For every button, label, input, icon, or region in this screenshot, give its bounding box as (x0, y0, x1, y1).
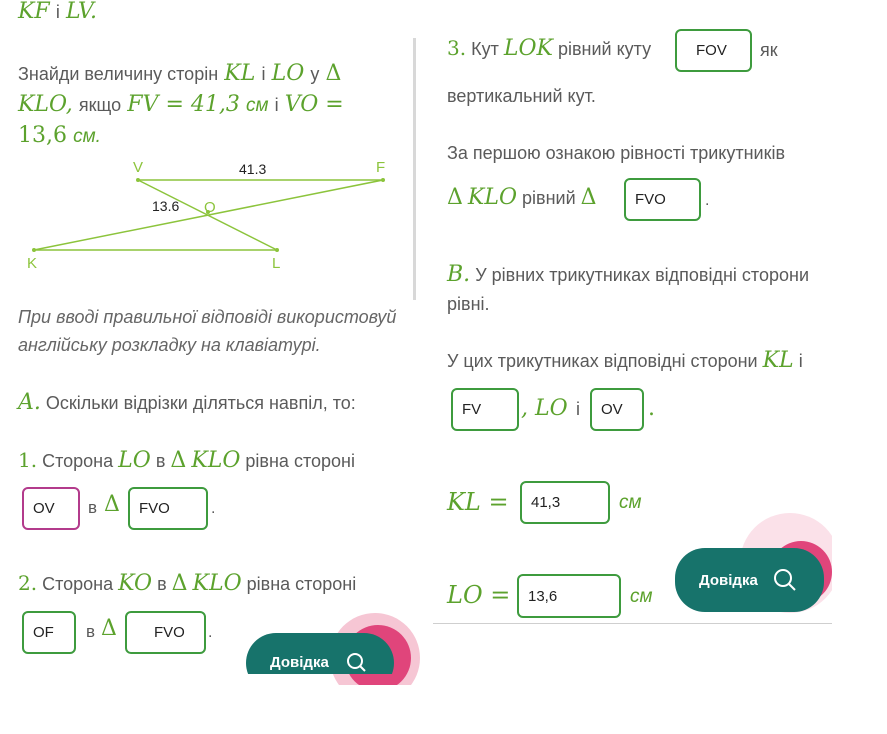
unit-cm: см. (73, 126, 101, 147)
top-fragment (18, 0, 97, 24)
unit-cm: см (630, 586, 653, 607)
section-b-line-2: рівні. (447, 294, 490, 314)
if-word: якщо (78, 95, 122, 115)
vo-value: 13,6 (18, 123, 67, 148)
answer-input-triangle[interactable]: FVO (624, 178, 701, 221)
answer-input-1b[interactable]: FVO (128, 487, 208, 530)
length-vo: 13.6 (152, 198, 180, 214)
side-word: Сторона (42, 451, 114, 471)
and-word: і (55, 2, 60, 22)
section-a-letter: A. (18, 390, 41, 415)
lo-equation-label: LO = (447, 581, 511, 609)
label-k: K (27, 255, 38, 272)
label-o: O (204, 199, 216, 216)
section-a-text: Оскільки відрізки діляться навпіл, то: (45, 393, 356, 413)
section-a (18, 390, 356, 415)
help-button-right[interactable] (675, 548, 824, 612)
in-word: в (157, 574, 167, 594)
equal-side-text: рівна стороні (245, 451, 355, 471)
period: . (648, 396, 655, 421)
triangle-symbol: Δ (325, 61, 342, 86)
segment-kl: KL (762, 348, 794, 373)
in-word: в (155, 451, 166, 471)
item-3-line-1 (447, 36, 651, 61)
column-divider (413, 38, 416, 300)
search-icon (345, 651, 367, 673)
in-word: в (86, 622, 96, 641)
length-vf: 41.3 (239, 161, 267, 177)
answer-input-side-1[interactable]: FV (451, 388, 519, 431)
period: . (211, 500, 216, 517)
item-1-statement (18, 448, 355, 473)
answer-input-side-2[interactable]: OV (590, 388, 644, 431)
triangle-symbol: Δ (104, 492, 120, 517)
period: . (208, 624, 213, 641)
triangle-symbol: Δ (447, 185, 463, 210)
segment-lo: LO (118, 448, 151, 473)
equal-word: рівний (522, 188, 576, 208)
unit-cm: см (245, 95, 269, 116)
answer-input-2a[interactable]: OF (22, 611, 76, 654)
and-word: і (798, 351, 803, 371)
triangle-symbol: Δ (101, 616, 117, 641)
triangle-klo: KLO (191, 448, 241, 473)
item-3-line-2: вертикальний кут. (447, 86, 596, 106)
section-b-text: У рівних трикутниках відповідні сторони (475, 265, 809, 285)
angle-word: Кут (471, 39, 499, 59)
segment-lv: LV. (65, 0, 97, 24)
triangle-symbol: Δ (170, 448, 187, 473)
task-line-1 (18, 60, 341, 86)
section-b (447, 262, 809, 287)
equal-angle-text: рівний куту (557, 39, 652, 59)
help-label: Довідка (699, 571, 758, 589)
help-label: Довідка (270, 653, 329, 671)
help-button-left[interactable] (246, 633, 394, 674)
search-icon (772, 567, 798, 593)
as-word: як (760, 40, 778, 60)
kl-value-input[interactable]: 41,3 (520, 481, 610, 524)
period: . (705, 192, 710, 209)
item-number: 1. (18, 448, 38, 472)
label-l: L (272, 255, 281, 272)
label-f: F (376, 159, 386, 176)
help-clip-left (246, 633, 416, 674)
and-word: і (576, 399, 580, 419)
answer-input-1a[interactable]: OV (22, 487, 80, 530)
item-number: 2. (18, 571, 38, 595)
side-word: Сторона (42, 574, 114, 594)
criterion-text: За першою ознакою рівності трикутників (447, 143, 786, 163)
triangle-klo: KLO (467, 185, 517, 210)
corr-text: У цих трикутниках відповідні сторони (447, 351, 758, 371)
and-word: і (261, 64, 266, 84)
segment-kf: KF (18, 0, 50, 24)
hint-line-2: англійську розкладку на клавіатурі. (18, 335, 321, 355)
unit-cm: см (619, 492, 642, 513)
hint-line-1: При вводі правильної відповіді використовуй (18, 307, 397, 327)
and-word: і (274, 95, 279, 115)
segment-lo: LO (271, 61, 305, 86)
criterion-line-2 (447, 185, 597, 210)
corresponding-sides-text (447, 348, 803, 373)
triangle-klo: KLO, (18, 92, 73, 117)
angle-lok: LOK (503, 36, 553, 61)
task-line-2 (18, 91, 344, 117)
section-b-letter: B. (447, 262, 471, 287)
in-word: в (88, 498, 98, 517)
lo-value-input[interactable]: 13,6 (517, 574, 621, 618)
triangle-symbol: Δ (171, 571, 188, 596)
kl-equation-label: KL = (447, 488, 509, 516)
task-text: Знайди величину сторін (18, 64, 219, 84)
fv-equation: FV = 41,3 (127, 92, 240, 117)
equal-side-text: рівна стороні (246, 574, 357, 594)
in-word: у (310, 64, 320, 84)
geometry-figure (0, 150, 410, 280)
task-line-3 (18, 122, 101, 148)
answer-input-3[interactable]: FOV (675, 29, 752, 72)
label-v: V (133, 159, 144, 176)
segment-ko: KO (118, 571, 153, 596)
triangle-klo: KLO (192, 571, 242, 596)
segment-lo: , LO (521, 396, 568, 421)
answer-input-2b[interactable]: FVO (125, 611, 206, 654)
vo-equation: VO = (284, 92, 344, 117)
item-2-statement (18, 571, 356, 596)
item-number: 3. (447, 36, 467, 60)
segment-kl: KL (224, 61, 256, 86)
triangle-symbol: Δ (580, 185, 597, 210)
